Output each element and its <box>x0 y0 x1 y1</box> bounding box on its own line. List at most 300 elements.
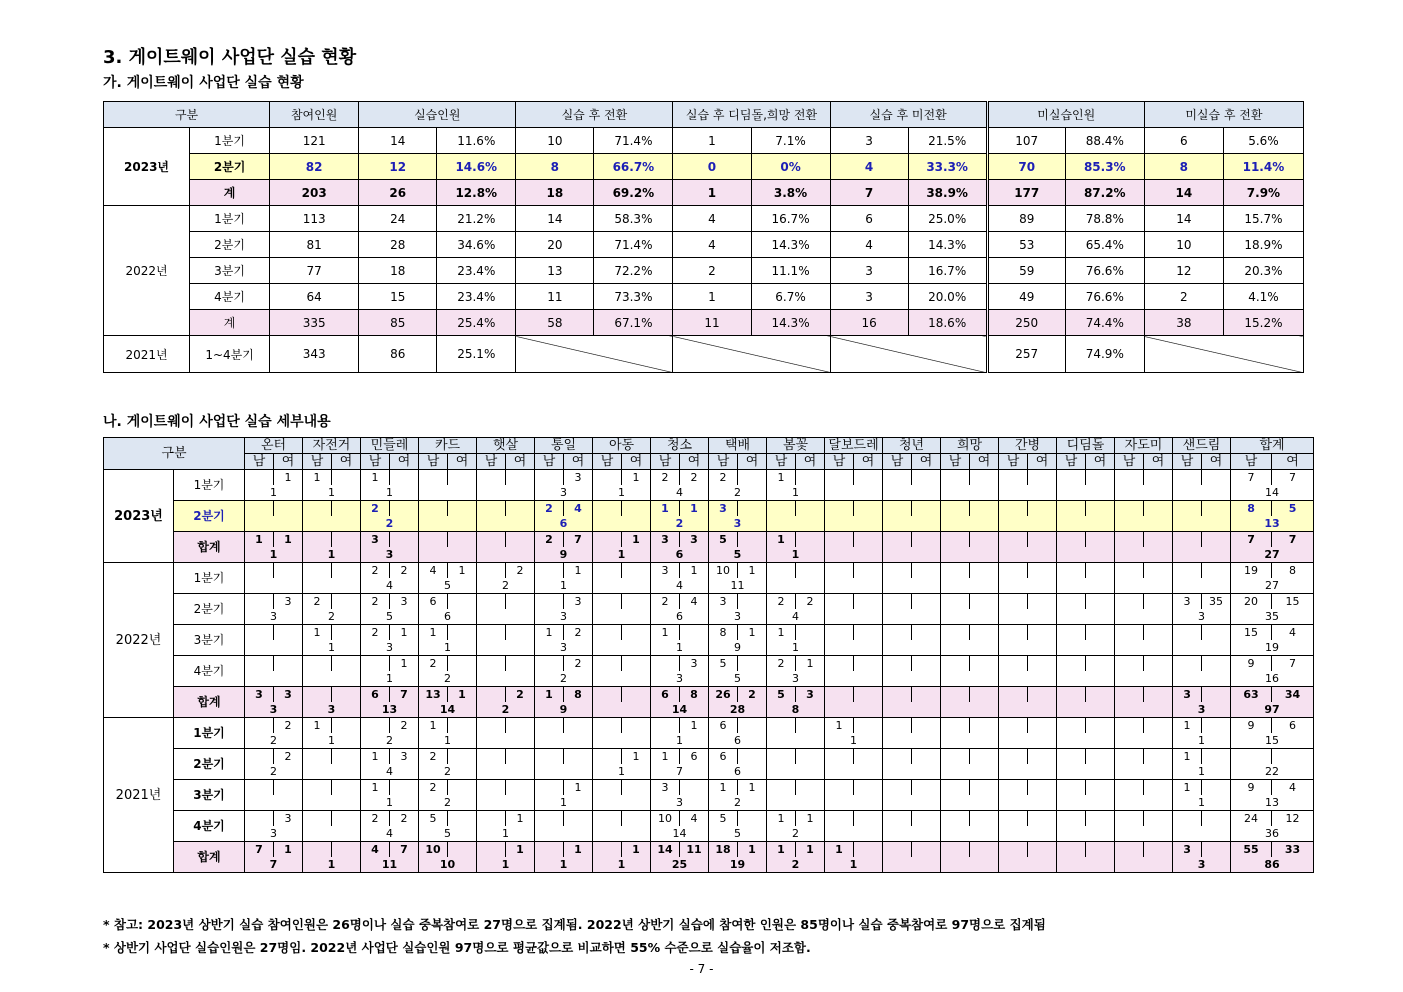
total-cell <box>1173 826 1231 842</box>
value-cell: 5 <box>767 687 796 703</box>
male-header: 남 <box>593 454 622 470</box>
value-cell: 1 <box>796 842 825 858</box>
value-cell <box>941 470 970 486</box>
total-cell: 1 <box>361 671 419 687</box>
total-cell: 7 <box>245 857 303 873</box>
summary-cell: 1 <box>673 128 751 154</box>
value-cell: 5 <box>709 656 738 672</box>
total-cell <box>941 609 999 625</box>
total-cell: 3 <box>1173 702 1231 718</box>
total-cell <box>999 702 1057 718</box>
female-header: 여 <box>1202 454 1231 470</box>
total-cell: 1 <box>767 547 825 563</box>
value-cell <box>390 532 419 548</box>
summary-cell: 12.8% <box>437 180 516 206</box>
value-cell <box>1028 780 1057 796</box>
value-cell <box>274 780 303 796</box>
value-cell <box>796 470 825 486</box>
value-cell <box>1115 563 1144 579</box>
summary-cell: 53 <box>987 232 1065 258</box>
value-cell <box>477 532 506 548</box>
total-cell <box>941 857 999 873</box>
summary-cell: 14.3% <box>751 310 830 336</box>
org-header: 청소 <box>651 438 709 454</box>
total-cell <box>1115 609 1173 625</box>
summary-row <box>104 232 1304 258</box>
value-cell <box>999 594 1028 610</box>
value-cell: 3 <box>651 780 680 796</box>
total-cell: 1 <box>361 485 419 501</box>
value-cell <box>854 532 883 548</box>
total-cell: 6 <box>651 547 709 563</box>
value-cell <box>970 532 999 548</box>
value-cell <box>1202 501 1231 517</box>
female-header: 여 <box>796 454 825 470</box>
value-cell <box>970 780 999 796</box>
total-cell <box>1057 733 1115 749</box>
total-cell: 3 <box>767 671 825 687</box>
total-cell: 13 <box>1231 795 1314 811</box>
total-cell: 6 <box>651 609 709 625</box>
total-cell <box>999 516 1057 532</box>
value-cell <box>332 532 361 548</box>
value-cell <box>274 563 303 579</box>
detail-row-total <box>104 516 1314 532</box>
value-cell <box>999 780 1028 796</box>
value-cell <box>622 811 651 827</box>
summary-cell: 28 <box>359 232 437 258</box>
value-cell <box>1231 749 1272 765</box>
value-cell <box>477 780 506 796</box>
value-cell: 55 <box>1231 842 1272 858</box>
value-cell <box>477 687 506 703</box>
value-cell: 8 <box>564 687 593 703</box>
total-cell <box>1115 826 1173 842</box>
value-cell <box>796 501 825 517</box>
summary-cell: 11.4% <box>1223 154 1303 180</box>
total-cell: 16 <box>1231 671 1314 687</box>
value-cell <box>738 749 767 765</box>
value-cell: 35 <box>1202 594 1231 610</box>
value-cell <box>767 780 796 796</box>
value-cell <box>912 470 941 486</box>
value-cell <box>825 625 854 641</box>
value-cell: 1 <box>448 563 477 579</box>
male-header: 남 <box>1115 454 1144 470</box>
value-cell <box>506 470 535 486</box>
value-cell <box>767 718 796 734</box>
summary-row <box>104 258 1304 284</box>
value-cell <box>1057 470 1086 486</box>
value-cell: 24 <box>1231 811 1272 827</box>
female-header: 여 <box>738 454 767 470</box>
header-cell: 미실습인원 <box>987 102 1144 128</box>
value-cell <box>796 563 825 579</box>
detail-row-total <box>104 578 1314 594</box>
value-cell <box>448 625 477 641</box>
value-cell <box>854 594 883 610</box>
value-cell: 9 <box>1231 656 1272 672</box>
value-cell: 1 <box>506 842 535 858</box>
value-cell <box>593 594 622 610</box>
quarter-label: 3분기 <box>190 258 270 284</box>
total-cell <box>941 640 999 656</box>
summary-cell: 71.4% <box>594 232 673 258</box>
value-cell <box>506 780 535 796</box>
value-cell <box>593 749 622 765</box>
summary-cell: 3 <box>830 284 908 310</box>
value-cell <box>883 470 912 486</box>
value-cell <box>622 563 651 579</box>
value-cell: 1 <box>274 470 303 486</box>
quarter-label: 1분기 <box>190 128 270 154</box>
summary-cell: 10 <box>1144 232 1223 258</box>
value-cell <box>1057 563 1086 579</box>
value-cell <box>1144 532 1173 548</box>
value-cell: 1 <box>303 625 332 641</box>
value-cell: 2 <box>564 625 593 641</box>
total-cell: 1 <box>303 857 361 873</box>
value-cell <box>332 470 361 486</box>
value-cell <box>738 532 767 548</box>
value-cell: 2 <box>535 532 564 548</box>
summary-cell: 85.3% <box>1065 154 1144 180</box>
value-cell <box>1028 687 1057 703</box>
gender-header-row <box>104 454 1314 470</box>
female-header: 여 <box>912 454 941 470</box>
total-cell: 1 <box>593 485 651 501</box>
detail-row-gender <box>104 811 1314 827</box>
org-header: 샌드림 <box>1173 438 1231 454</box>
total-cell: 1 <box>767 485 825 501</box>
value-cell: 2 <box>390 811 419 827</box>
value-cell <box>999 501 1028 517</box>
value-cell <box>1144 470 1173 486</box>
total-cell <box>1115 640 1173 656</box>
value-cell: 3 <box>651 532 680 548</box>
summary-cell: 6 <box>1144 128 1223 154</box>
header-cell: 구분 <box>104 102 270 128</box>
value-cell: 6 <box>419 594 448 610</box>
value-cell: 6 <box>361 687 390 703</box>
total-cell <box>477 764 535 780</box>
male-header: 남 <box>709 454 738 470</box>
total-cell: 1 <box>535 578 593 594</box>
summary-cell: 66.7% <box>594 154 673 180</box>
summary-cell: 3 <box>830 128 908 154</box>
value-cell <box>448 656 477 672</box>
total-cell: 7 <box>651 764 709 780</box>
value-cell <box>912 718 941 734</box>
total-cell: 1 <box>303 733 361 749</box>
value-cell <box>825 532 854 548</box>
value-cell <box>970 842 999 858</box>
value-cell <box>796 749 825 765</box>
summary-cell: 11 <box>673 310 751 336</box>
value-cell <box>477 625 506 641</box>
total-cell <box>303 826 361 842</box>
value-cell: 3 <box>274 594 303 610</box>
value-cell <box>970 563 999 579</box>
male-header: 남 <box>361 454 390 470</box>
value-cell: 3 <box>245 687 274 703</box>
value-cell <box>245 625 274 641</box>
quarter-label: 합계 <box>174 842 245 873</box>
value-cell <box>883 563 912 579</box>
total-cell <box>941 547 999 563</box>
value-cell: 1 <box>767 532 796 548</box>
total-cell <box>999 578 1057 594</box>
male-header: 남 <box>999 454 1028 470</box>
value-cell <box>1202 656 1231 672</box>
summary-header-row <box>104 102 1304 128</box>
value-cell <box>1057 532 1086 548</box>
value-cell <box>854 470 883 486</box>
value-cell <box>303 532 332 548</box>
quarter-label: 계 <box>190 180 270 206</box>
value-cell <box>738 594 767 610</box>
value-cell <box>332 749 361 765</box>
total-cell <box>419 485 477 501</box>
detail-row-gender <box>104 780 1314 796</box>
total-cell <box>1173 516 1231 532</box>
value-cell <box>506 749 535 765</box>
summary-cell: 343 <box>270 336 359 373</box>
total-cell <box>883 764 941 780</box>
value-cell <box>1086 501 1115 517</box>
detail-row-total <box>104 826 1314 842</box>
value-cell <box>941 501 970 517</box>
summary-cell: 20.3% <box>1223 258 1303 284</box>
quarter-label: 2분기 <box>174 594 245 625</box>
value-cell <box>419 470 448 486</box>
total-cell <box>1173 547 1231 563</box>
value-cell <box>854 780 883 796</box>
value-cell: 8 <box>1231 501 1272 517</box>
quarter-label: 4분기 <box>174 811 245 842</box>
value-cell <box>1028 656 1057 672</box>
value-cell <box>1115 842 1144 858</box>
total-cell <box>245 578 303 594</box>
value-cell <box>593 780 622 796</box>
value-cell <box>1086 842 1115 858</box>
total-cell: 3 <box>1173 857 1231 873</box>
detail-row-gender <box>104 842 1314 858</box>
value-cell <box>477 811 506 827</box>
value-cell <box>1202 687 1231 703</box>
value-cell <box>303 563 332 579</box>
value-cell <box>941 625 970 641</box>
total-cell: 9 <box>709 640 767 656</box>
org-header: 민들레 <box>361 438 419 454</box>
value-cell <box>999 532 1028 548</box>
value-cell: 1 <box>738 563 767 579</box>
total-cell: 5 <box>709 671 767 687</box>
value-cell <box>1115 687 1144 703</box>
total-cell <box>941 733 999 749</box>
total-cell: 2 <box>303 609 361 625</box>
value-cell <box>1057 501 1086 517</box>
summary-cell: 25.0% <box>908 206 987 232</box>
detail-row-gender <box>104 687 1314 703</box>
total-cell: 1 <box>303 640 361 656</box>
total-cell <box>1115 547 1173 563</box>
value-cell <box>854 842 883 858</box>
total-cell <box>593 671 651 687</box>
value-cell <box>1086 625 1115 641</box>
value-cell <box>332 656 361 672</box>
value-cell <box>593 687 622 703</box>
value-cell <box>999 470 1028 486</box>
value-cell: 10 <box>651 811 680 827</box>
total-cell <box>825 609 883 625</box>
value-cell: 3 <box>274 811 303 827</box>
value-cell: 7 <box>390 687 419 703</box>
summary-cell: 11.6% <box>437 128 516 154</box>
total-cell: 5 <box>419 826 477 842</box>
total-cell: 15 <box>1231 733 1314 749</box>
value-cell <box>883 532 912 548</box>
value-cell: 1 <box>825 718 854 734</box>
value-cell: 2 <box>651 470 680 486</box>
value-cell: 5 <box>709 532 738 548</box>
summary-cell: 38 <box>1144 310 1223 336</box>
value-cell <box>941 842 970 858</box>
quarter-label: 3분기 <box>174 625 245 656</box>
value-cell <box>245 780 274 796</box>
total-cell: 2 <box>767 857 825 873</box>
total-cell <box>767 733 825 749</box>
total-cell <box>1115 795 1173 811</box>
value-cell: 1 <box>651 749 680 765</box>
value-cell: 1 <box>419 718 448 734</box>
value-cell <box>912 811 941 827</box>
total-cell <box>1057 795 1115 811</box>
value-cell <box>593 501 622 517</box>
value-cell <box>564 811 593 827</box>
total-cell <box>999 795 1057 811</box>
value-cell <box>1086 532 1115 548</box>
value-cell <box>1086 563 1115 579</box>
total-cell <box>419 547 477 563</box>
value-cell <box>1086 594 1115 610</box>
value-cell <box>303 842 332 858</box>
value-cell <box>883 594 912 610</box>
value-cell <box>767 501 796 517</box>
value-cell: 7 <box>1231 470 1272 486</box>
value-cell: 6 <box>709 749 738 765</box>
summary-cell: 18.6% <box>908 310 987 336</box>
empty-cell-diag-1 <box>516 336 673 373</box>
value-cell <box>245 594 274 610</box>
value-cell <box>912 594 941 610</box>
value-cell <box>999 656 1028 672</box>
total-cell <box>1057 485 1115 501</box>
female-header: 여 <box>1086 454 1115 470</box>
value-cell <box>477 656 506 672</box>
value-cell <box>332 718 361 734</box>
total-cell: 13 <box>1231 516 1314 532</box>
summary-row <box>104 128 1304 154</box>
value-cell: 3 <box>680 656 709 672</box>
value-cell: 34 <box>1272 687 1314 703</box>
summary-cell: 58 <box>516 310 594 336</box>
value-cell: 4 <box>564 501 593 517</box>
total-cell <box>883 857 941 873</box>
summary-cell: 74.4% <box>1065 310 1144 336</box>
total-cell <box>941 795 999 811</box>
value-cell <box>883 749 912 765</box>
summary-cell: 15.7% <box>1223 206 1303 232</box>
value-cell <box>361 656 390 672</box>
summary-cell: 10 <box>516 128 594 154</box>
value-cell: 2 <box>506 563 535 579</box>
total-cell <box>825 547 883 563</box>
value-cell <box>1028 842 1057 858</box>
summary-cell: 15.2% <box>1223 310 1303 336</box>
value-cell <box>970 656 999 672</box>
value-cell <box>506 718 535 734</box>
value-cell <box>593 842 622 858</box>
total-cell: 2 <box>419 671 477 687</box>
value-cell: 1 <box>622 532 651 548</box>
value-cell <box>1173 470 1202 486</box>
value-cell <box>593 656 622 672</box>
value-cell <box>1115 656 1144 672</box>
total-cell: 4 <box>361 826 419 842</box>
value-cell: 3 <box>564 594 593 610</box>
summary-cell: 4 <box>830 154 908 180</box>
value-cell <box>854 625 883 641</box>
value-cell <box>970 501 999 517</box>
value-cell: 3 <box>390 594 419 610</box>
summary-row <box>104 336 1304 373</box>
detail-row-total <box>104 733 1314 749</box>
total-cell <box>477 547 535 563</box>
value-cell: 9 <box>1231 718 1272 734</box>
value-cell: 2 <box>361 594 390 610</box>
total-cell <box>1115 764 1173 780</box>
value-cell <box>448 532 477 548</box>
value-cell <box>738 718 767 734</box>
value-cell <box>1202 532 1231 548</box>
total-cell <box>303 578 361 594</box>
total-cell <box>1057 671 1115 687</box>
value-cell <box>941 718 970 734</box>
value-cell <box>332 842 361 858</box>
quarter-label: 1분기 <box>190 206 270 232</box>
org-header: 햇살 <box>477 438 535 454</box>
summary-cell: 121 <box>270 128 359 154</box>
value-cell: 26 <box>709 687 738 703</box>
value-cell <box>274 656 303 672</box>
summary-cell: 0 <box>673 154 751 180</box>
quarter-label: 계 <box>190 310 270 336</box>
total-cell: 1 <box>825 857 883 873</box>
total-cell <box>825 640 883 656</box>
value-cell <box>854 687 883 703</box>
total-cell <box>883 578 941 594</box>
total-cell: 1 <box>477 857 535 873</box>
total-cell <box>999 826 1057 842</box>
value-cell <box>1144 780 1173 796</box>
summary-cell: 20 <box>516 232 594 258</box>
value-cell <box>332 780 361 796</box>
total-cell: 6 <box>419 609 477 625</box>
value-cell: 14 <box>651 842 680 858</box>
summary-cell: 2 <box>1144 284 1223 310</box>
total-cell <box>303 671 361 687</box>
